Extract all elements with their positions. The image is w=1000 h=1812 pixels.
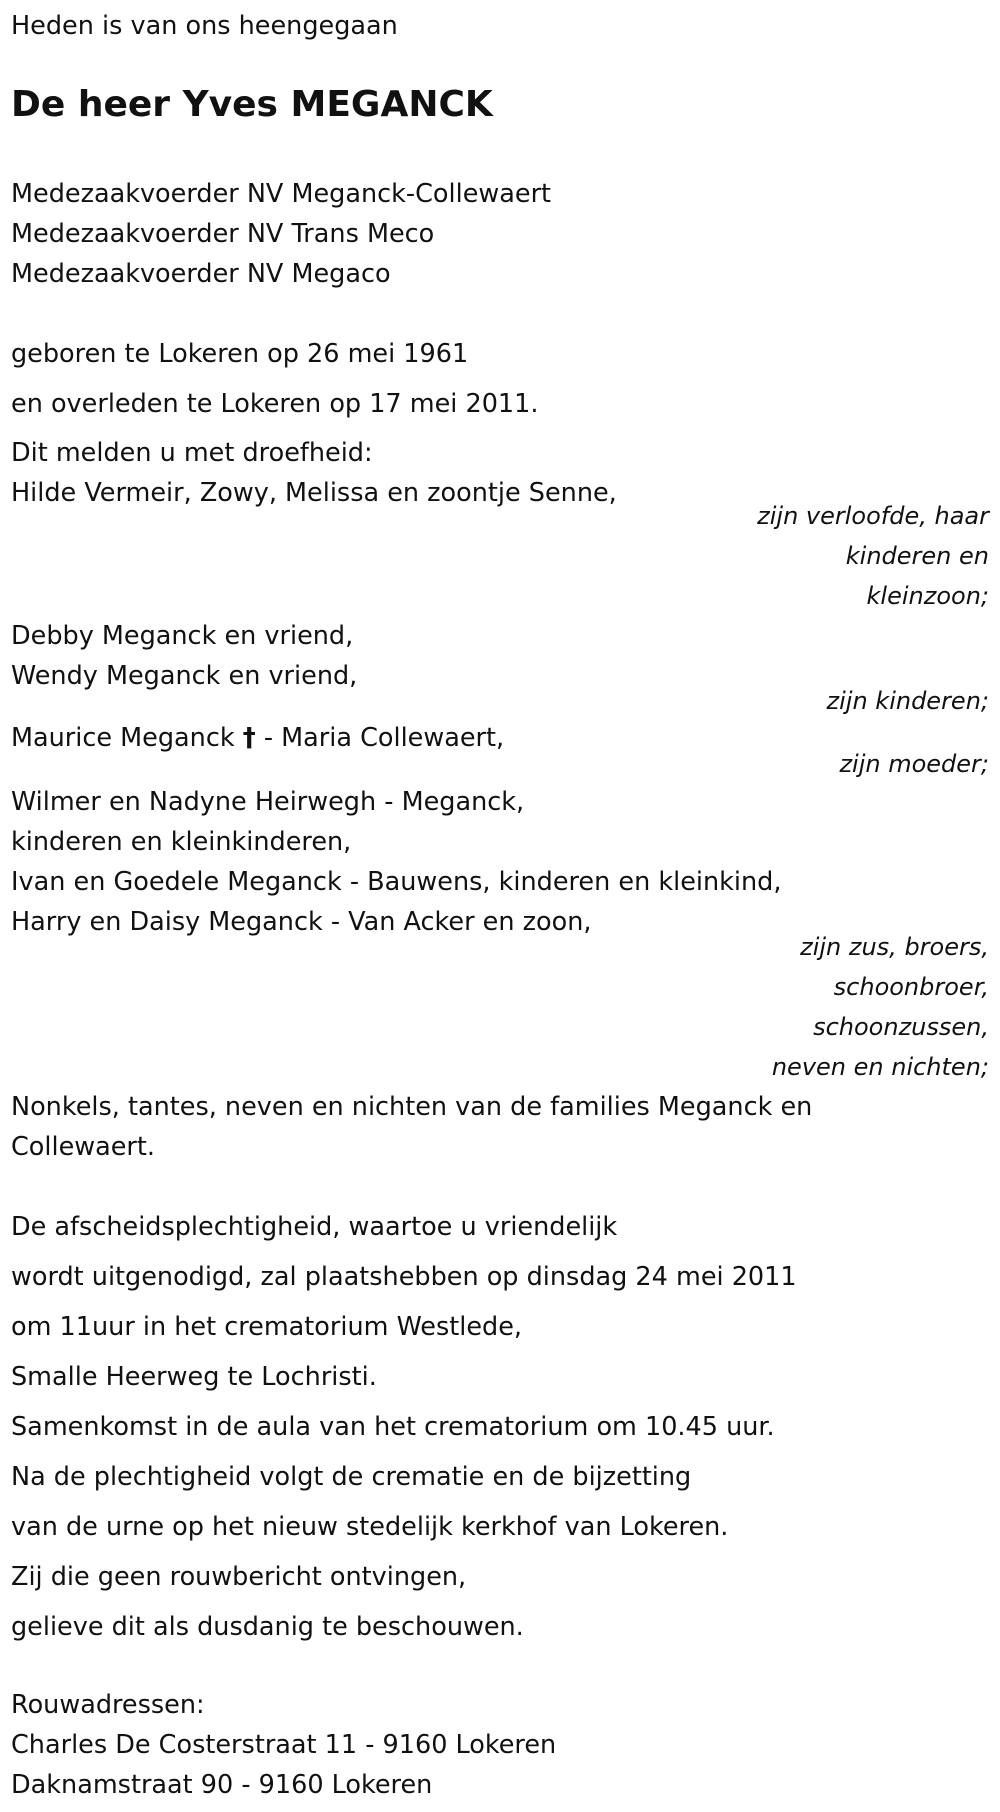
mother-line [11,718,504,758]
role-line: Medezaakvoerder NV Megaco [11,259,391,289]
relation-label: zijn zus, broers, [800,933,989,961]
ceremony-line: om 11uur in het crematorium Westlede, [11,1312,523,1342]
mother-name: - Maria Collewaert, [255,723,505,753]
ceremony-line: wordt uitgenodigd, zal plaatshebben op dinsdag 24 mei 2011 [11,1262,797,1292]
birth-line: geboren te Lokeren op 26 mei 1961 [11,339,469,369]
address-line: Daknamstraat 90 - 9160 Lokeren [11,1770,433,1800]
family-line: Nonkels, tantes, neven en nichten van de families Meganck en [11,1092,813,1122]
family-line: Wendy Meganck en vriend, [11,661,358,691]
addresses-label: Rouwadressen: [11,1690,205,1720]
family-line: kinderen en kleinkinderen, [11,827,352,857]
ceremony-line: Samenkomst in de aula van het crematorium om 10.45 uur. [11,1412,775,1442]
relation-label: zijn verloofde, haar [757,502,989,530]
role-line: Medezaakvoerder NV Trans Meco [11,219,435,249]
ceremony-line: Zij die geen rouwbericht ontvingen, [11,1562,467,1592]
ceremony-line: gelieve dit als dusdanig te beschouwen. [11,1612,524,1642]
relation-label: schoonbroer, [833,973,989,1001]
relation-label: neven en nichten; [771,1053,989,1081]
ceremony-line: De afscheidsplechtigheid, waartoe u vriendelijk [11,1212,618,1242]
relation-label: kinderen en [845,542,989,570]
relation-label: zijn kinderen; [826,687,989,715]
partner-line: Hilde Vermeir, Zowy, Melissa en zoontje Senne, [11,478,617,508]
ceremony-line: Na de plechtigheid volgt de crematie en de bijzetting [11,1462,692,1492]
family-line: Debby Meganck en vriend, [11,621,354,651]
announce-line: Dit melden u met droefheid: [11,438,373,468]
ceremony-line: Smalle Heerweg te Lochristi. [11,1362,377,1392]
relation-label: kleinzoon; [866,582,989,610]
relation-label: zijn moeder; [839,750,989,778]
role-line: Medezaakvoerder NV Meganck-Collewaert [11,179,552,209]
death-line: en overleden te Lokeren op 17 mei 2011. [11,389,539,419]
family-line: Wilmer en Nadyne Heirwegh - Meganck, [11,787,525,817]
ceremony-line: van de urne op het nieuw stedelijk kerkhof van Lokeren. [11,1512,729,1542]
family-line: Harry en Daisy Meganck - Van Acker en zoon, [11,907,592,937]
family-line: Ivan en Goedele Meganck - Bauwens, kinderen en kleinkind, [11,867,782,897]
address-line: Charles De Costerstraat 11 - 9160 Lokeren [11,1730,557,1760]
family-line: Collewaert. [11,1132,156,1162]
relation-label: schoonzussen, [813,1013,989,1041]
cross-icon: † [242,723,256,753]
father-name: Maurice Meganck [11,723,235,753]
intro-text: Heden is van ons heengegaan [11,11,398,41]
deceased-name: De heer Yves MEGANCK [11,84,493,125]
